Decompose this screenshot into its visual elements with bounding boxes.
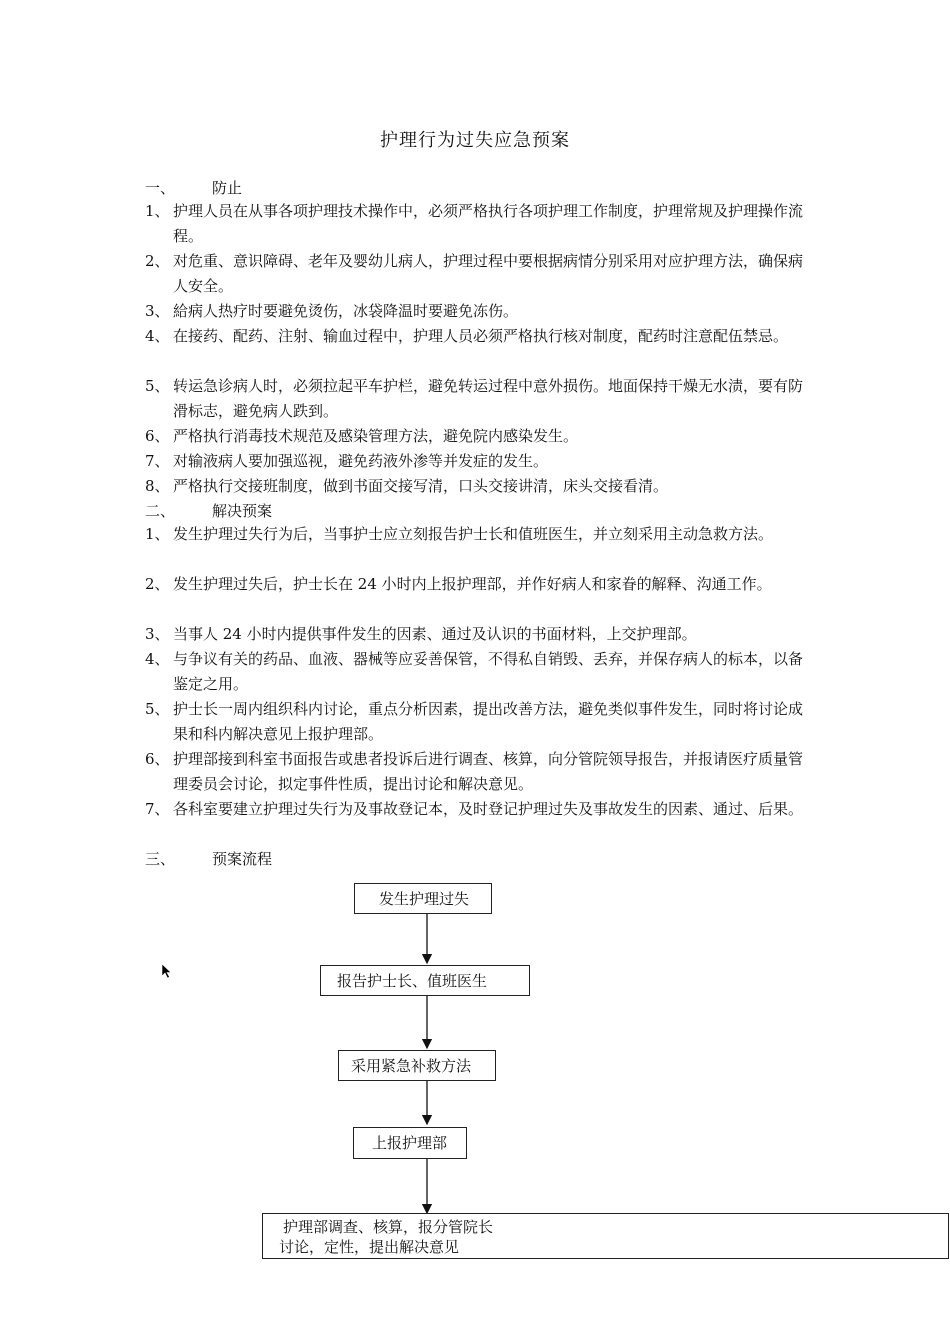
flow-step-remedy xyxy=(338,1050,496,1081)
item-number: 4、 xyxy=(145,650,170,668)
section-label: 防止 xyxy=(212,179,243,197)
item-number: 4、 xyxy=(145,327,170,345)
item-text: 护理部接到科室书面报告或患者投诉后进行调查、核算，向分管院领导报告，并报请医疗质量管理委员会讨论，拟定事件性质，提出讨论和解决意见。 xyxy=(173,750,804,793)
item-text: 发生护理过失行为后，当事护士应立刻报告护士长和值班医生，并立刻采用主动急救方法。 xyxy=(173,525,774,543)
flow-step-label: 采用紧急补救方法 xyxy=(351,1057,472,1075)
item-text: 护理人员在从事各项护理技术操作中，必须严格执行各项护理工作制度，护理常规及护理操作流程。 xyxy=(173,202,804,245)
item-text: 与争议有关的药品、血液、器械等应妥善保管，不得私自销毁、丢弃，并保存病人的标本，以备鉴定之用。 xyxy=(173,650,804,693)
section-label: 预案流程 xyxy=(212,850,273,868)
item-text: 当事人 24 小时内提供事件发生的因素、通过及认识的书面材料，上交护理部。 xyxy=(173,625,697,643)
flow-step-label: 报告护士长、值班医生 xyxy=(337,972,488,990)
item-text: 严格执行交接班制度，做到书面交接写清，口头交接讲清，床头交接看清。 xyxy=(173,477,669,495)
flow-step-label: 发生护理过失 xyxy=(379,890,470,908)
document-title: 护理行为过失应急预案 xyxy=(380,130,570,151)
item-number: 5、 xyxy=(145,377,170,395)
flow-step-label: 讨论，定性，提出解决意见 xyxy=(279,1238,460,1256)
item-number: 7、 xyxy=(145,452,170,470)
item-number: 3、 xyxy=(145,302,170,320)
item-number: 7、 xyxy=(145,800,170,818)
item-text: 各科室要建立护理过失行为及事故登记本，及时登记护理过失及事故发生的因素、通过、后果。 xyxy=(173,800,804,818)
item-text: 对输液病人要加强巡视，避免药液外渗等并发症的发生。 xyxy=(173,452,549,470)
flow-step-nursing-dept xyxy=(353,1127,467,1159)
section-number: 二、 xyxy=(145,502,176,520)
flow-step-label: 上报护理部 xyxy=(372,1134,448,1152)
item-number: 6、 xyxy=(145,750,170,768)
item-number: 2、 xyxy=(145,252,170,270)
item-text: 在接药、配药、注射、输血过程中，护理人员必须严格执行核对制度，配药时注意配伍禁忌。 xyxy=(173,327,789,345)
section-number: 三、 xyxy=(145,850,176,868)
item-number: 1、 xyxy=(145,202,170,220)
section-label: 解决预案 xyxy=(212,502,273,520)
flow-step-report xyxy=(320,965,530,996)
mouse-cursor-icon xyxy=(162,964,174,980)
item-number: 8、 xyxy=(145,477,170,495)
item-number: 2、 xyxy=(145,575,170,593)
item-number: 5、 xyxy=(145,700,170,718)
item-number: 1、 xyxy=(145,525,170,543)
item-text: 转运急诊病人时，必须拉起平车护栏，避免转运过程中意外损伤。地面保持干燥无水渍，要有防滑标志，避免病人跌到。 xyxy=(173,377,804,420)
flow-step-label: 护理部调查、核算，报分管院长 xyxy=(283,1218,494,1236)
flow-step-investigation xyxy=(262,1213,949,1259)
item-number: 6、 xyxy=(145,427,170,445)
flow-step-incident xyxy=(354,883,492,914)
item-text: 給病人热疗时要避免烫伤，冰袋降温时要避免冻伤。 xyxy=(173,302,519,320)
item-number: 3、 xyxy=(145,625,170,643)
item-text: 发生护理过失后，护士长在 24 小时内上报护理部，并作好病人和家眷的解释、沟通工作。 xyxy=(173,575,772,593)
section-number: 一、 xyxy=(145,179,176,197)
item-text: 对危重、意识障碍、老年及婴幼儿病人，护理过程中要根据病情分别采用对应护理方法，确保病人安全。 xyxy=(173,252,804,295)
item-text: 护士长一周内组织科内讨论，重点分析因素，提出改善方法，避免类似事件发生，同时将讨论成果和科内解决意见上报护理部。 xyxy=(173,700,804,743)
item-text: 严格执行消毒技术规范及感染管理方法，避免院内感染发生。 xyxy=(173,427,579,445)
